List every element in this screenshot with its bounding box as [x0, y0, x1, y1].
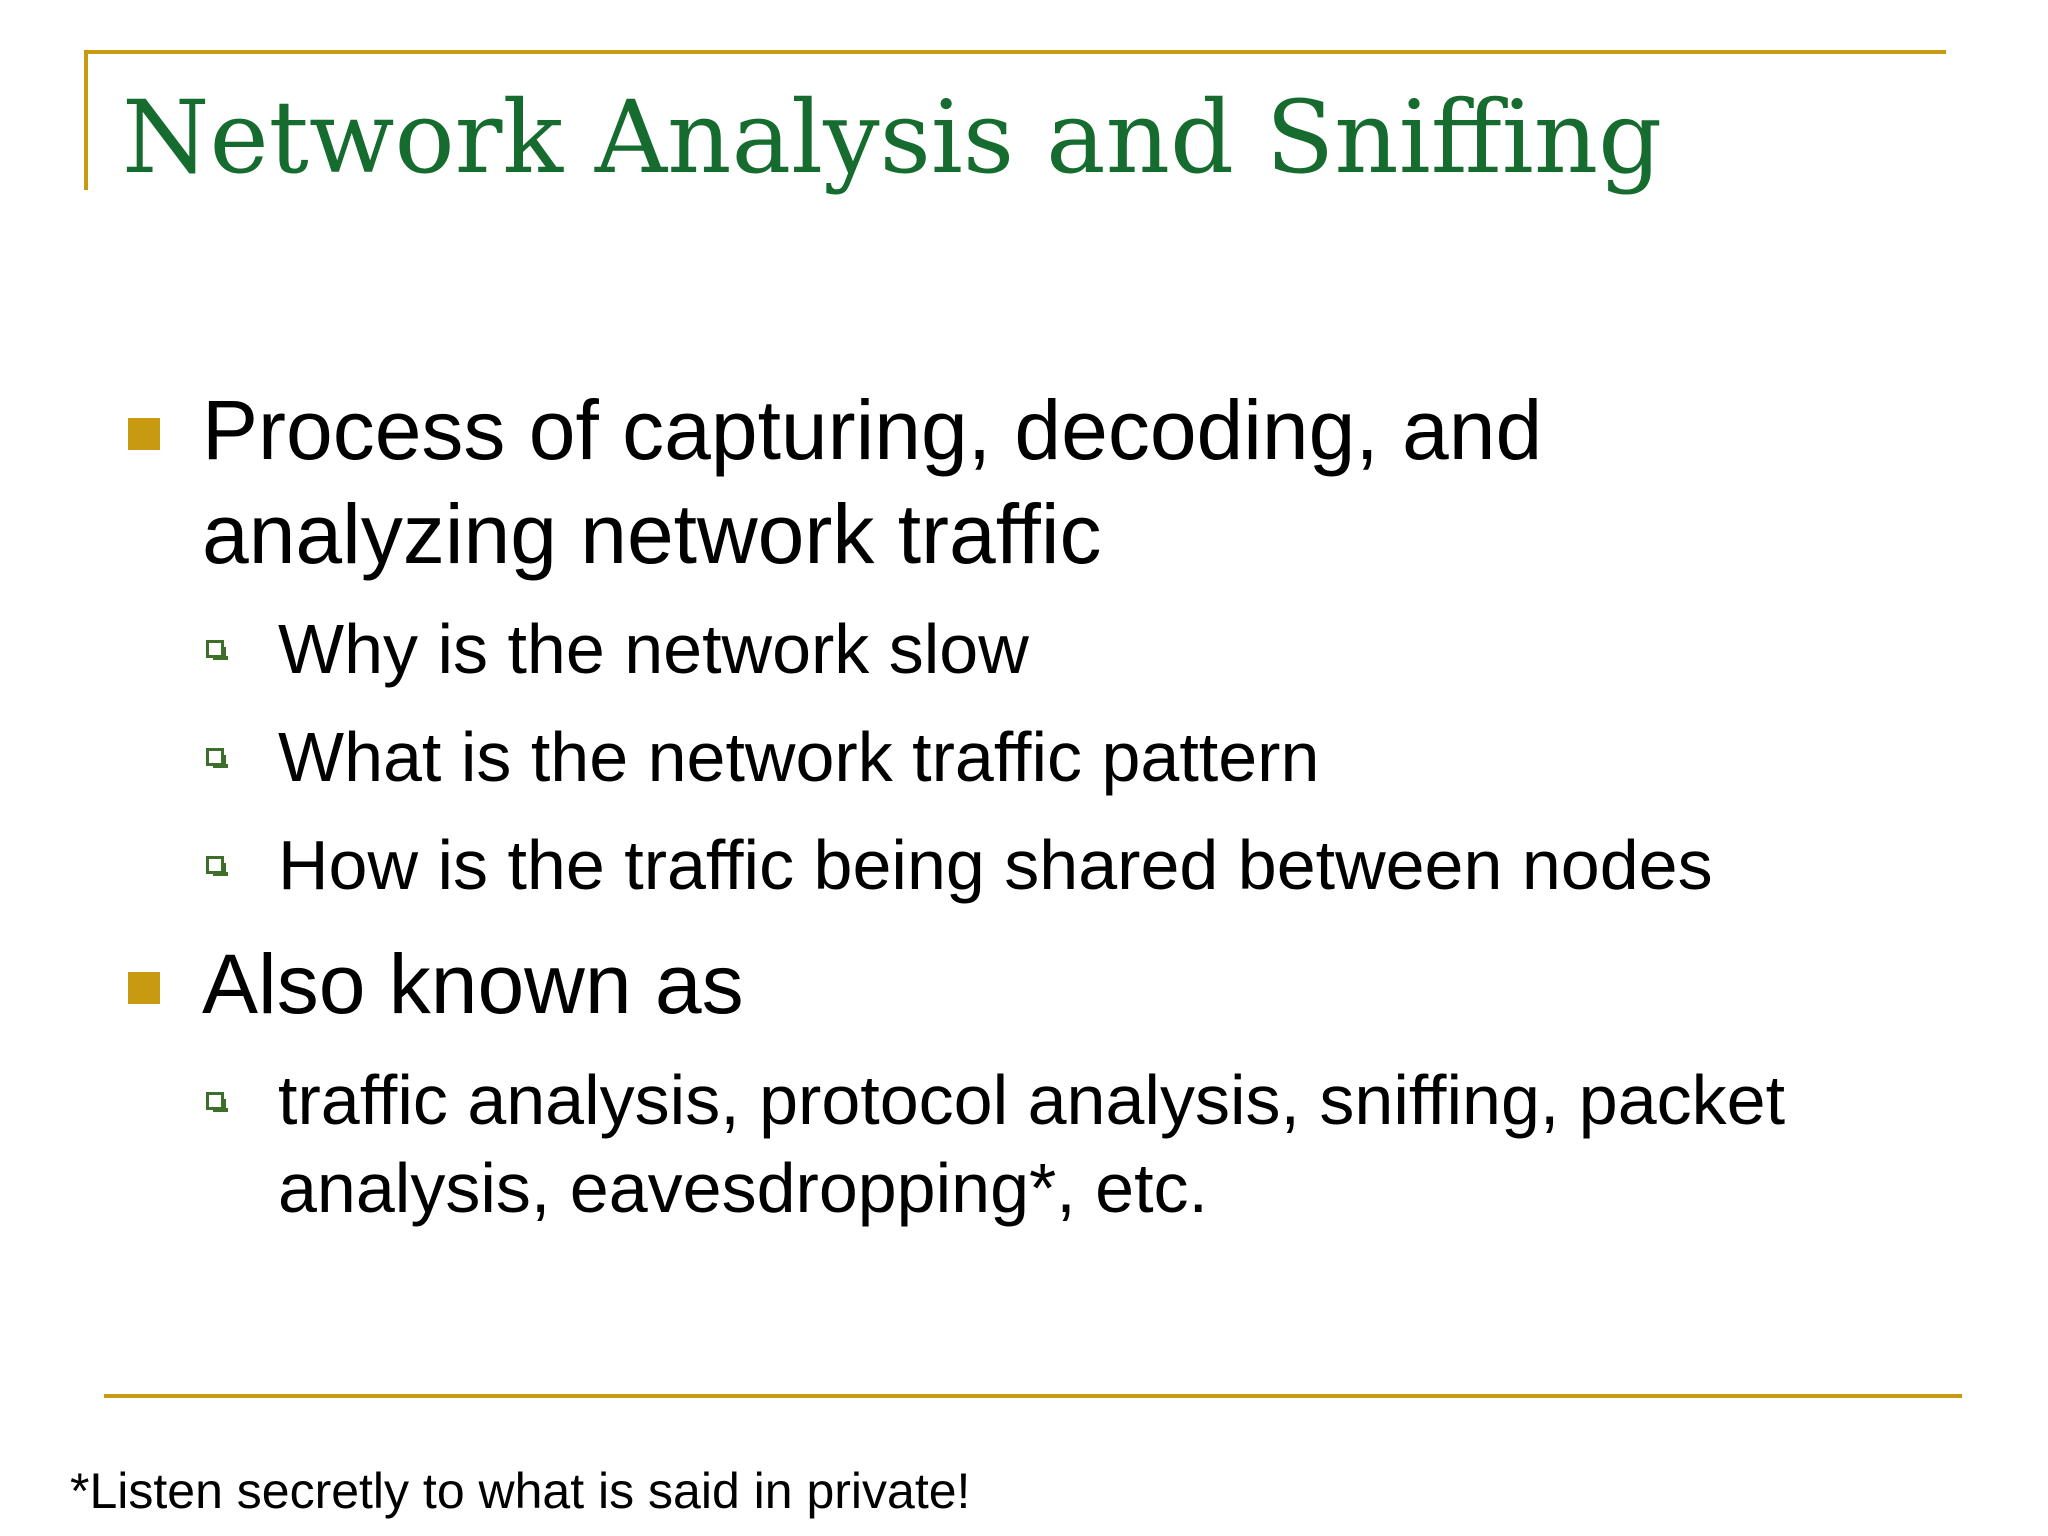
- square-subbullet-icon: [206, 1092, 224, 1110]
- subbullet-item-1-3: How is the traffic being shared between nodes: [278, 826, 1713, 904]
- square-bullet-icon: [128, 972, 160, 1004]
- square-subbullet-icon: [206, 748, 224, 766]
- bullet-item-1: Process of capturing, decoding, and analyzing network traffic: [202, 383, 1543, 581]
- bottom-rule: [104, 1394, 1962, 1398]
- square-subbullet-icon: [206, 856, 224, 874]
- left-rule: [84, 50, 88, 190]
- bullet-item-2: Also known as: [202, 937, 744, 1031]
- footnote: *Listen secretly to what is said in private!: [70, 1463, 971, 1519]
- square-bullet-icon: [128, 418, 160, 450]
- subbullet-item-1-2: What is the network traffic pattern: [278, 718, 1320, 796]
- subbullet-item-2-1: traffic analysis, protocol analysis, sniffing, packet analysis, eavesdropping*, etc.: [278, 1061, 1786, 1227]
- slide-title: Network Analysis and Sniffing: [122, 79, 1663, 196]
- subbullet-item-1-1: Why is the network slow: [278, 610, 1029, 688]
- square-subbullet-icon: [206, 640, 224, 658]
- top-rule: [84, 50, 1946, 54]
